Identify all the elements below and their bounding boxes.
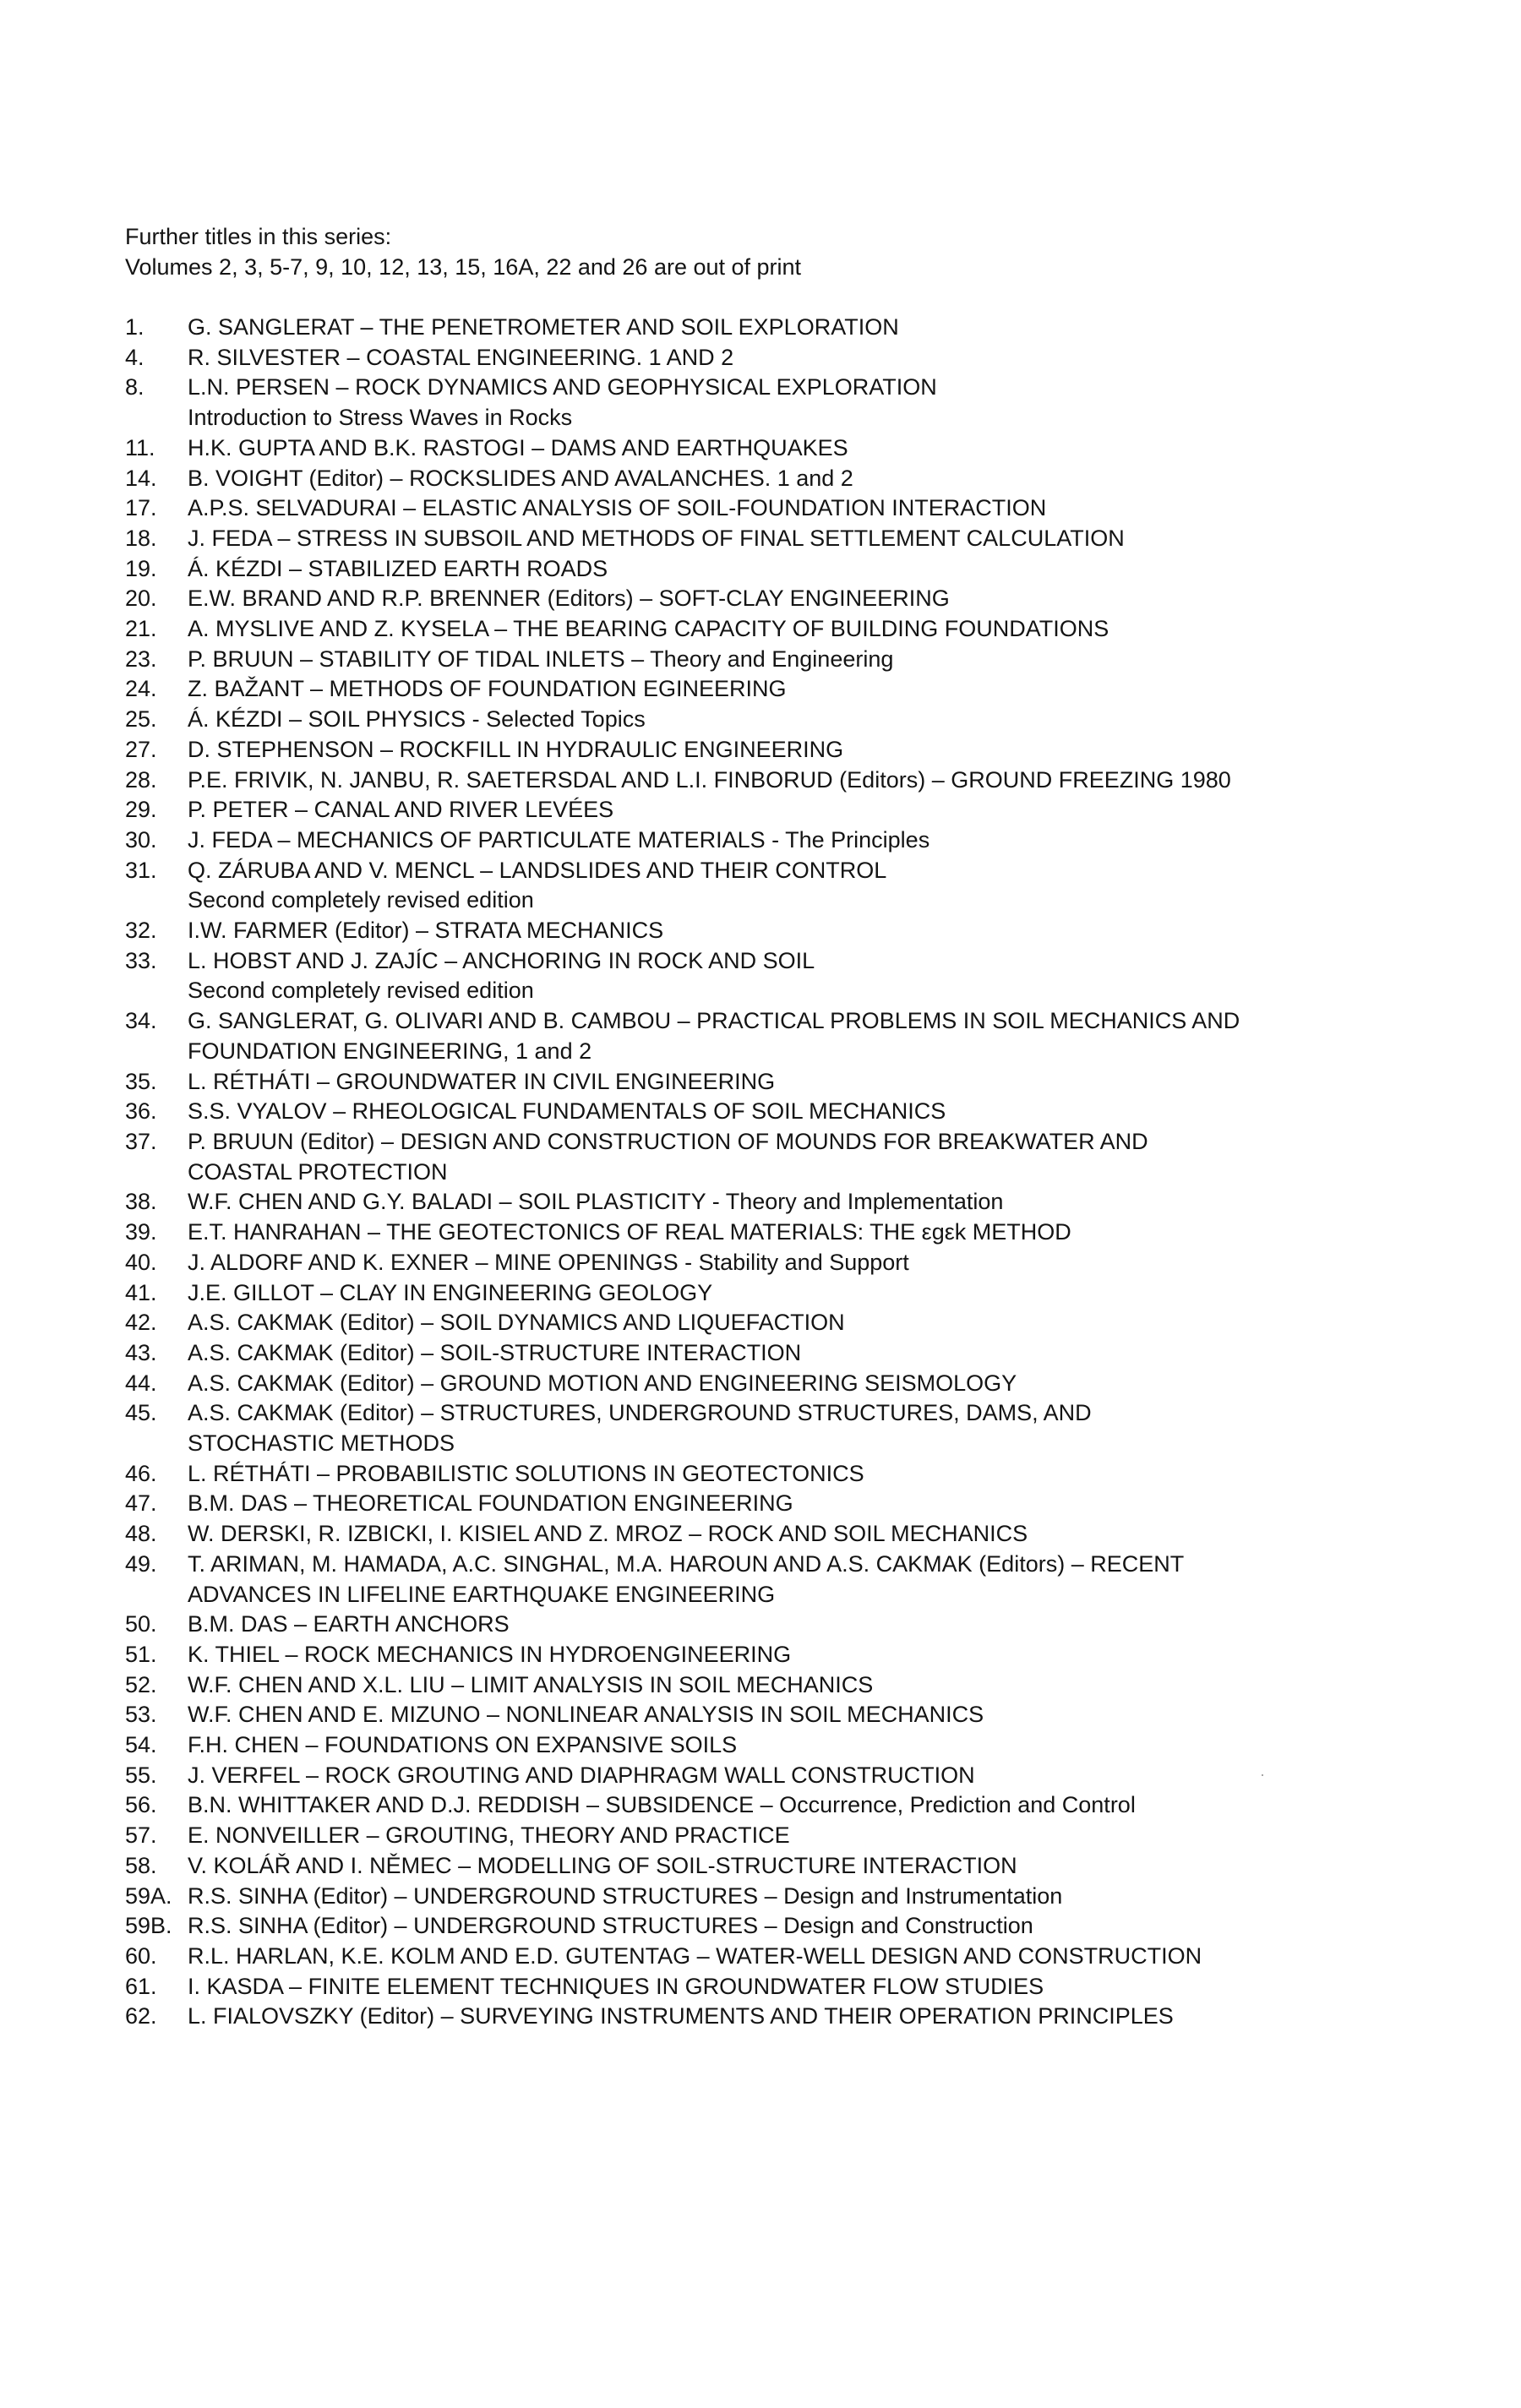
list-item xyxy=(125,1489,1494,1519)
title-text xyxy=(188,433,1494,464)
volume-number: 45. xyxy=(125,1400,157,1426)
title-line: Z. BAŽANT – METHODS OF FOUNDATION EGINEERING xyxy=(188,676,787,702)
title-text xyxy=(188,1730,1494,1761)
title-text xyxy=(188,1248,1494,1278)
title-text xyxy=(188,1911,1494,1942)
title-text xyxy=(188,1067,1494,1098)
title-continuation: Second completely revised edition xyxy=(188,978,534,1004)
list-item xyxy=(125,1006,1494,1066)
volume-number: 8. xyxy=(125,374,144,400)
list-item xyxy=(125,1338,1494,1369)
volume-number: 29. xyxy=(125,797,157,823)
title-line: R.L. HARLAN, K.E. KOLM AND E.D. GUTENTAG – WATER-WELL DESIGN AND CONSTRUCTION xyxy=(188,1942,1202,1969)
volume-number: 39. xyxy=(125,1219,157,1245)
title-text xyxy=(188,735,1494,765)
title-text xyxy=(188,2002,1494,2032)
volume-number: 4. xyxy=(125,344,144,370)
title-text xyxy=(188,1851,1494,1882)
list-item xyxy=(125,373,1494,433)
title-line: S.S. VYALOV – RHEOLOGICAL FUNDAMENTALS OF SOIL MECHANICS xyxy=(188,1098,946,1125)
list-item xyxy=(125,493,1494,524)
title-text xyxy=(188,1338,1494,1369)
volume-number: 30. xyxy=(125,826,157,853)
volume-number: 40. xyxy=(125,1249,157,1275)
list-item xyxy=(125,614,1494,645)
title-line: E.T. HANRAHAN – THE GEOTECTONICS OF REAL MATERIALS: THE εgεk METHOD xyxy=(188,1219,1071,1245)
title-line: W.F. CHEN AND X.L. LIU – LIMIT ANALYSIS IN SOIL MECHANICS xyxy=(188,1671,874,1697)
title-text xyxy=(188,493,1494,524)
title-text xyxy=(188,1308,1494,1338)
volume-number: 38. xyxy=(125,1189,157,1215)
list-item xyxy=(125,645,1494,675)
title-text xyxy=(188,1700,1494,1730)
volume-number: 62. xyxy=(125,2003,157,2029)
title-text xyxy=(188,674,1494,705)
title-line: J. FEDA – STRESS IN SUBSOIL AND METHODS OF FINAL SETTLEMENT CALCULATION xyxy=(188,525,1125,551)
list-item xyxy=(125,1550,1494,1610)
title-text xyxy=(188,1369,1494,1399)
volume-number: 42. xyxy=(125,1310,157,1336)
list-item xyxy=(125,1369,1494,1399)
title-text xyxy=(188,343,1494,373)
volume-number: 47. xyxy=(125,1490,157,1517)
list-item xyxy=(125,524,1494,554)
title-line: H.K. GUPTA AND B.K. RASTOGI – DAMS AND EARTHQUAKES xyxy=(188,434,848,460)
volume-number: 25. xyxy=(125,706,157,733)
title-text xyxy=(188,373,1494,433)
title-line: B.M. DAS – THEORETICAL FOUNDATION ENGINEERING xyxy=(188,1490,793,1517)
list-item xyxy=(125,765,1494,796)
list-item xyxy=(125,1700,1494,1730)
titles-list xyxy=(125,313,1494,2032)
title-line: E. NONVEILLER – GROUTING, THEORY AND PRACTICE xyxy=(188,1822,790,1849)
title-line: J. FEDA – MECHANICS OF PARTICULATE MATERIALS - The Principles xyxy=(188,826,930,853)
list-item xyxy=(125,1519,1494,1550)
title-line: T. ARIMAN, M. HAMADA, A.C. SINGHAL, M.A. HAROUN AND A.S. CAKMAK (Editors) – RECENT xyxy=(188,1550,1185,1577)
list-item xyxy=(125,554,1494,585)
volume-number: 19. xyxy=(125,555,157,581)
title-text xyxy=(188,1761,1494,1791)
list-item xyxy=(125,1851,1494,1882)
title-line: J.E. GILLOT – CLAY IN ENGINEERING GEOLOGY xyxy=(188,1279,713,1305)
list-item xyxy=(125,825,1494,856)
volume-number: 33. xyxy=(125,947,157,973)
title-line: V. KOLÁŘ AND I. NĚMEC – MODELLING OF SOIL-STRUCTURE INTERACTION xyxy=(188,1852,1017,1878)
list-item xyxy=(125,433,1494,464)
list-item xyxy=(125,1459,1494,1490)
volume-number: 49. xyxy=(125,1550,157,1577)
title-line: W.F. CHEN AND G.Y. BALADI – SOIL PLASTICITY - Theory and Implementation xyxy=(188,1189,1004,1215)
title-line: W. DERSKI, R. IZBICKI, I. KISIEL AND Z. MROZ – ROCK AND SOIL MECHANICS xyxy=(188,1521,1028,1547)
title-line: J. VERFEL – ROCK GROUTING AND DIAPHRAGM WALL CONSTRUCTION xyxy=(188,1762,975,1788)
title-continuation: STOCHASTIC METHODS xyxy=(188,1430,455,1457)
title-text xyxy=(188,765,1494,796)
title-line: L. FIALOVSZKY (Editor) – SURVEYING INSTRUMENTS AND THEIR OPERATION PRINCIPLES xyxy=(188,2003,1174,2029)
volume-number: 32. xyxy=(125,918,157,944)
title-text xyxy=(188,1278,1494,1309)
volume-number: 24. xyxy=(125,676,157,702)
out-of-print-note: Volumes 2, 3, 5-7, 9, 10, 12, 13, 15, 16A, 22 and 26 are out of print xyxy=(125,254,802,280)
title-text xyxy=(188,645,1494,675)
list-item xyxy=(125,1761,1494,1791)
volume-number: 55. xyxy=(125,1762,157,1788)
title-line: L.N. PERSEN – ROCK DYNAMICS AND GEOPHYSICAL EXPLORATION xyxy=(188,374,937,400)
title-text xyxy=(188,1187,1494,1218)
title-line: B.M. DAS – EARTH ANCHORS xyxy=(188,1611,510,1637)
title-text xyxy=(188,916,1494,946)
title-text xyxy=(188,1610,1494,1640)
title-line: P. BRUUN (Editor) – DESIGN AND CONSTRUCTION OF MOUNDS FOR BREAKWATER AND xyxy=(188,1128,1148,1154)
title-text xyxy=(188,795,1494,825)
volume-number: 61. xyxy=(125,1973,157,1999)
title-text xyxy=(188,1519,1494,1550)
title-line: P. BRUUN – STABILITY OF TIDAL INLETS – Theory and Engineering xyxy=(188,646,894,672)
title-text xyxy=(188,1097,1494,1127)
title-line: I. KASDA – FINITE ELEMENT TECHNIQUES IN GROUNDWATER FLOW STUDIES xyxy=(188,1973,1044,1999)
title-line: F.H. CHEN – FOUNDATIONS ON EXPANSIVE SOILS xyxy=(188,1732,738,1758)
list-item xyxy=(125,1398,1494,1458)
volume-number: 37. xyxy=(125,1128,157,1154)
volume-number: 46. xyxy=(125,1460,157,1486)
title-text xyxy=(188,1942,1494,1972)
title-text xyxy=(188,1882,1494,1912)
title-text xyxy=(188,1821,1494,1851)
volume-number: 59A. xyxy=(125,1882,172,1909)
list-item xyxy=(125,705,1494,735)
title-line: J. ALDORF AND K. EXNER – MINE OPENINGS - Stability and Support xyxy=(188,1249,909,1275)
list-item xyxy=(125,313,1494,343)
list-item xyxy=(125,1821,1494,1851)
title-text xyxy=(188,1790,1494,1821)
title-text xyxy=(188,705,1494,735)
title-text xyxy=(188,614,1494,645)
list-item xyxy=(125,1972,1494,2002)
volume-number: 14. xyxy=(125,465,157,491)
volume-number: 31. xyxy=(125,857,157,883)
series-page xyxy=(125,221,1494,2032)
volume-number: 28. xyxy=(125,766,157,793)
title-line: I.W. FARMER (Editor) – STRATA MECHANICS xyxy=(188,918,664,944)
volume-number: 35. xyxy=(125,1068,157,1094)
title-line: W.F. CHEN AND E. MIZUNO – NONLINEAR ANALYSIS IN SOIL MECHANICS xyxy=(188,1702,984,1728)
list-item xyxy=(125,1097,1494,1127)
scan-speck xyxy=(1262,1774,1263,1776)
title-text xyxy=(188,1218,1494,1248)
title-line: P. PETER – CANAL AND RIVER LEVÉES xyxy=(188,797,614,823)
title-continuation: Introduction to Stress Waves in Rocks xyxy=(188,405,573,431)
volume-number: 44. xyxy=(125,1370,157,1396)
list-item xyxy=(125,1067,1494,1098)
volume-number: 27. xyxy=(125,736,157,762)
list-item xyxy=(125,1308,1494,1338)
list-item xyxy=(125,1187,1494,1218)
title-text xyxy=(188,1489,1494,1519)
title-line: B.N. WHITTAKER AND D.J. REDDISH – SUBSIDENCE – Occurrence, Prediction and Control xyxy=(188,1792,1136,1818)
title-line: G. SANGLERAT, G. OLIVARI AND B. CAMBOU – PRACTICAL PROBLEMS IN SOIL MECHANICS AND xyxy=(188,1008,1240,1034)
volume-number: 60. xyxy=(125,1942,157,1969)
title-line: R.S. SINHA (Editor) – UNDERGROUND STRUCTURES – Design and Instrumentation xyxy=(188,1882,1063,1909)
title-text xyxy=(188,1006,1494,1066)
list-item xyxy=(125,916,1494,946)
title-text xyxy=(188,524,1494,554)
list-item xyxy=(125,2002,1494,2032)
title-text xyxy=(188,1459,1494,1490)
list-item xyxy=(125,1911,1494,1942)
list-item xyxy=(125,674,1494,705)
list-item xyxy=(125,1278,1494,1309)
list-item xyxy=(125,1640,1494,1670)
list-item xyxy=(125,1670,1494,1701)
title-continuation: ADVANCES IN LIFELINE EARTHQUAKE ENGINEERING xyxy=(188,1581,776,1607)
list-item xyxy=(125,464,1494,494)
title-text xyxy=(188,584,1494,614)
list-item xyxy=(125,1610,1494,1640)
title-text xyxy=(188,1127,1494,1187)
title-line: A.P.S. SELVADURAI – ELASTIC ANALYSIS OF SOIL-FOUNDATION INTERACTION xyxy=(188,495,1047,521)
volume-number: 21. xyxy=(125,616,157,642)
title-line: K. THIEL – ROCK MECHANICS IN HYDROENGINEERING xyxy=(188,1641,792,1667)
title-text xyxy=(188,464,1494,494)
title-continuation: FOUNDATION ENGINEERING, 1 and 2 xyxy=(188,1038,592,1064)
title-line: Q. ZÁRUBA AND V. MENCL – LANDSLIDES AND THEIR CONTROL xyxy=(188,857,887,883)
spacer xyxy=(125,282,1494,313)
list-item xyxy=(125,1218,1494,1248)
title-continuation: COASTAL PROTECTION xyxy=(188,1158,448,1185)
title-line: R. SILVESTER – COASTAL ENGINEERING. 1 AND 2 xyxy=(188,344,734,370)
list-item xyxy=(125,856,1494,916)
volume-number: 48. xyxy=(125,1521,157,1547)
volume-number: 52. xyxy=(125,1671,157,1697)
volume-number: 23. xyxy=(125,646,157,672)
title-line: L. RÉTHÁTI – GROUNDWATER IN CIVIL ENGINEERING xyxy=(188,1068,776,1094)
title-line: A.S. CAKMAK (Editor) – GROUND MOTION AND ENGINEERING SEISMOLOGY xyxy=(188,1370,1017,1396)
title-continuation: Second completely revised edition xyxy=(188,887,534,913)
title-text xyxy=(188,1670,1494,1701)
list-item xyxy=(125,795,1494,825)
title-line: L. HOBST AND J. ZAJÍC – ANCHORING IN ROCK AND SOIL xyxy=(188,947,815,973)
volume-number: 53. xyxy=(125,1702,157,1728)
title-text xyxy=(188,856,1494,916)
title-text xyxy=(188,1398,1494,1458)
volume-number: 57. xyxy=(125,1822,157,1849)
volume-number: 50. xyxy=(125,1611,157,1637)
title-line: Á. KÉZDI – SOIL PHYSICS - Selected Topics xyxy=(188,706,646,733)
title-line: A.S. CAKMAK (Editor) – SOIL DYNAMICS AND LIQUEFACTION xyxy=(188,1310,845,1336)
volume-number: 34. xyxy=(125,1008,157,1034)
title-line: Á. KÉZDI – STABILIZED EARTH ROADS xyxy=(188,555,608,581)
title-line: A.S. CAKMAK (Editor) – STRUCTURES, UNDERGROUND STRUCTURES, DAMS, AND xyxy=(188,1400,1092,1426)
volume-number: 54. xyxy=(125,1732,157,1758)
volume-number: 36. xyxy=(125,1098,157,1125)
title-text xyxy=(188,946,1494,1006)
title-line: L. RÉTHÁTI – PROBABILISTIC SOLUTIONS IN GEOTECTONICS xyxy=(188,1460,864,1486)
series-heading: Further titles in this series: xyxy=(125,224,392,249)
title-text xyxy=(188,313,1494,343)
title-text xyxy=(188,1640,1494,1670)
volume-number: 18. xyxy=(125,525,157,551)
list-item xyxy=(125,1730,1494,1761)
title-text xyxy=(188,825,1494,856)
title-text xyxy=(188,554,1494,585)
volume-number: 58. xyxy=(125,1852,157,1878)
list-item xyxy=(125,1248,1494,1278)
title-line: P.E. FRIVIK, N. JANBU, R. SAETERSDAL AND L.I. FINBORUD (Editors) – GROUND FREEZING 1980 xyxy=(188,766,1231,793)
list-item xyxy=(125,1127,1494,1187)
title-line: E.W. BRAND AND R.P. BRENNER (Editors) – SOFT-CLAY ENGINEERING xyxy=(188,586,950,612)
volume-number: 17. xyxy=(125,495,157,521)
title-line: G. SANGLERAT – THE PENETROMETER AND SOIL EXPLORATION xyxy=(188,314,899,340)
list-item xyxy=(125,1882,1494,1912)
list-item xyxy=(125,343,1494,373)
volume-number: 56. xyxy=(125,1792,157,1818)
volume-number: 41. xyxy=(125,1279,157,1305)
title-line: A. MYSLIVE AND Z. KYSELA – THE BEARING CAPACITY OF BUILDING FOUNDATIONS xyxy=(188,616,1109,642)
volume-number: 1. xyxy=(125,314,144,340)
volume-number: 43. xyxy=(125,1339,157,1365)
title-line: R.S. SINHA (Editor) – UNDERGROUND STRUCTURES – Design and Construction xyxy=(188,1913,1033,1939)
volume-number: 59B. xyxy=(125,1913,172,1939)
list-item xyxy=(125,584,1494,614)
title-text xyxy=(188,1972,1494,2002)
title-text xyxy=(188,1550,1494,1610)
volume-number: 11. xyxy=(125,434,155,460)
title-line: A.S. CAKMAK (Editor) – SOIL-STRUCTURE INTERACTION xyxy=(188,1339,802,1365)
list-item xyxy=(125,1942,1494,1972)
list-item xyxy=(125,735,1494,765)
title-line: B. VOIGHT (Editor) – ROCKSLIDES AND AVALANCHES. 1 and 2 xyxy=(188,465,853,491)
title-line: D. STEPHENSON – ROCKFILL IN HYDRAULIC ENGINEERING xyxy=(188,736,844,762)
list-item xyxy=(125,1790,1494,1821)
volume-number: 20. xyxy=(125,586,157,612)
volume-number: 51. xyxy=(125,1641,157,1667)
list-item xyxy=(125,946,1494,1006)
